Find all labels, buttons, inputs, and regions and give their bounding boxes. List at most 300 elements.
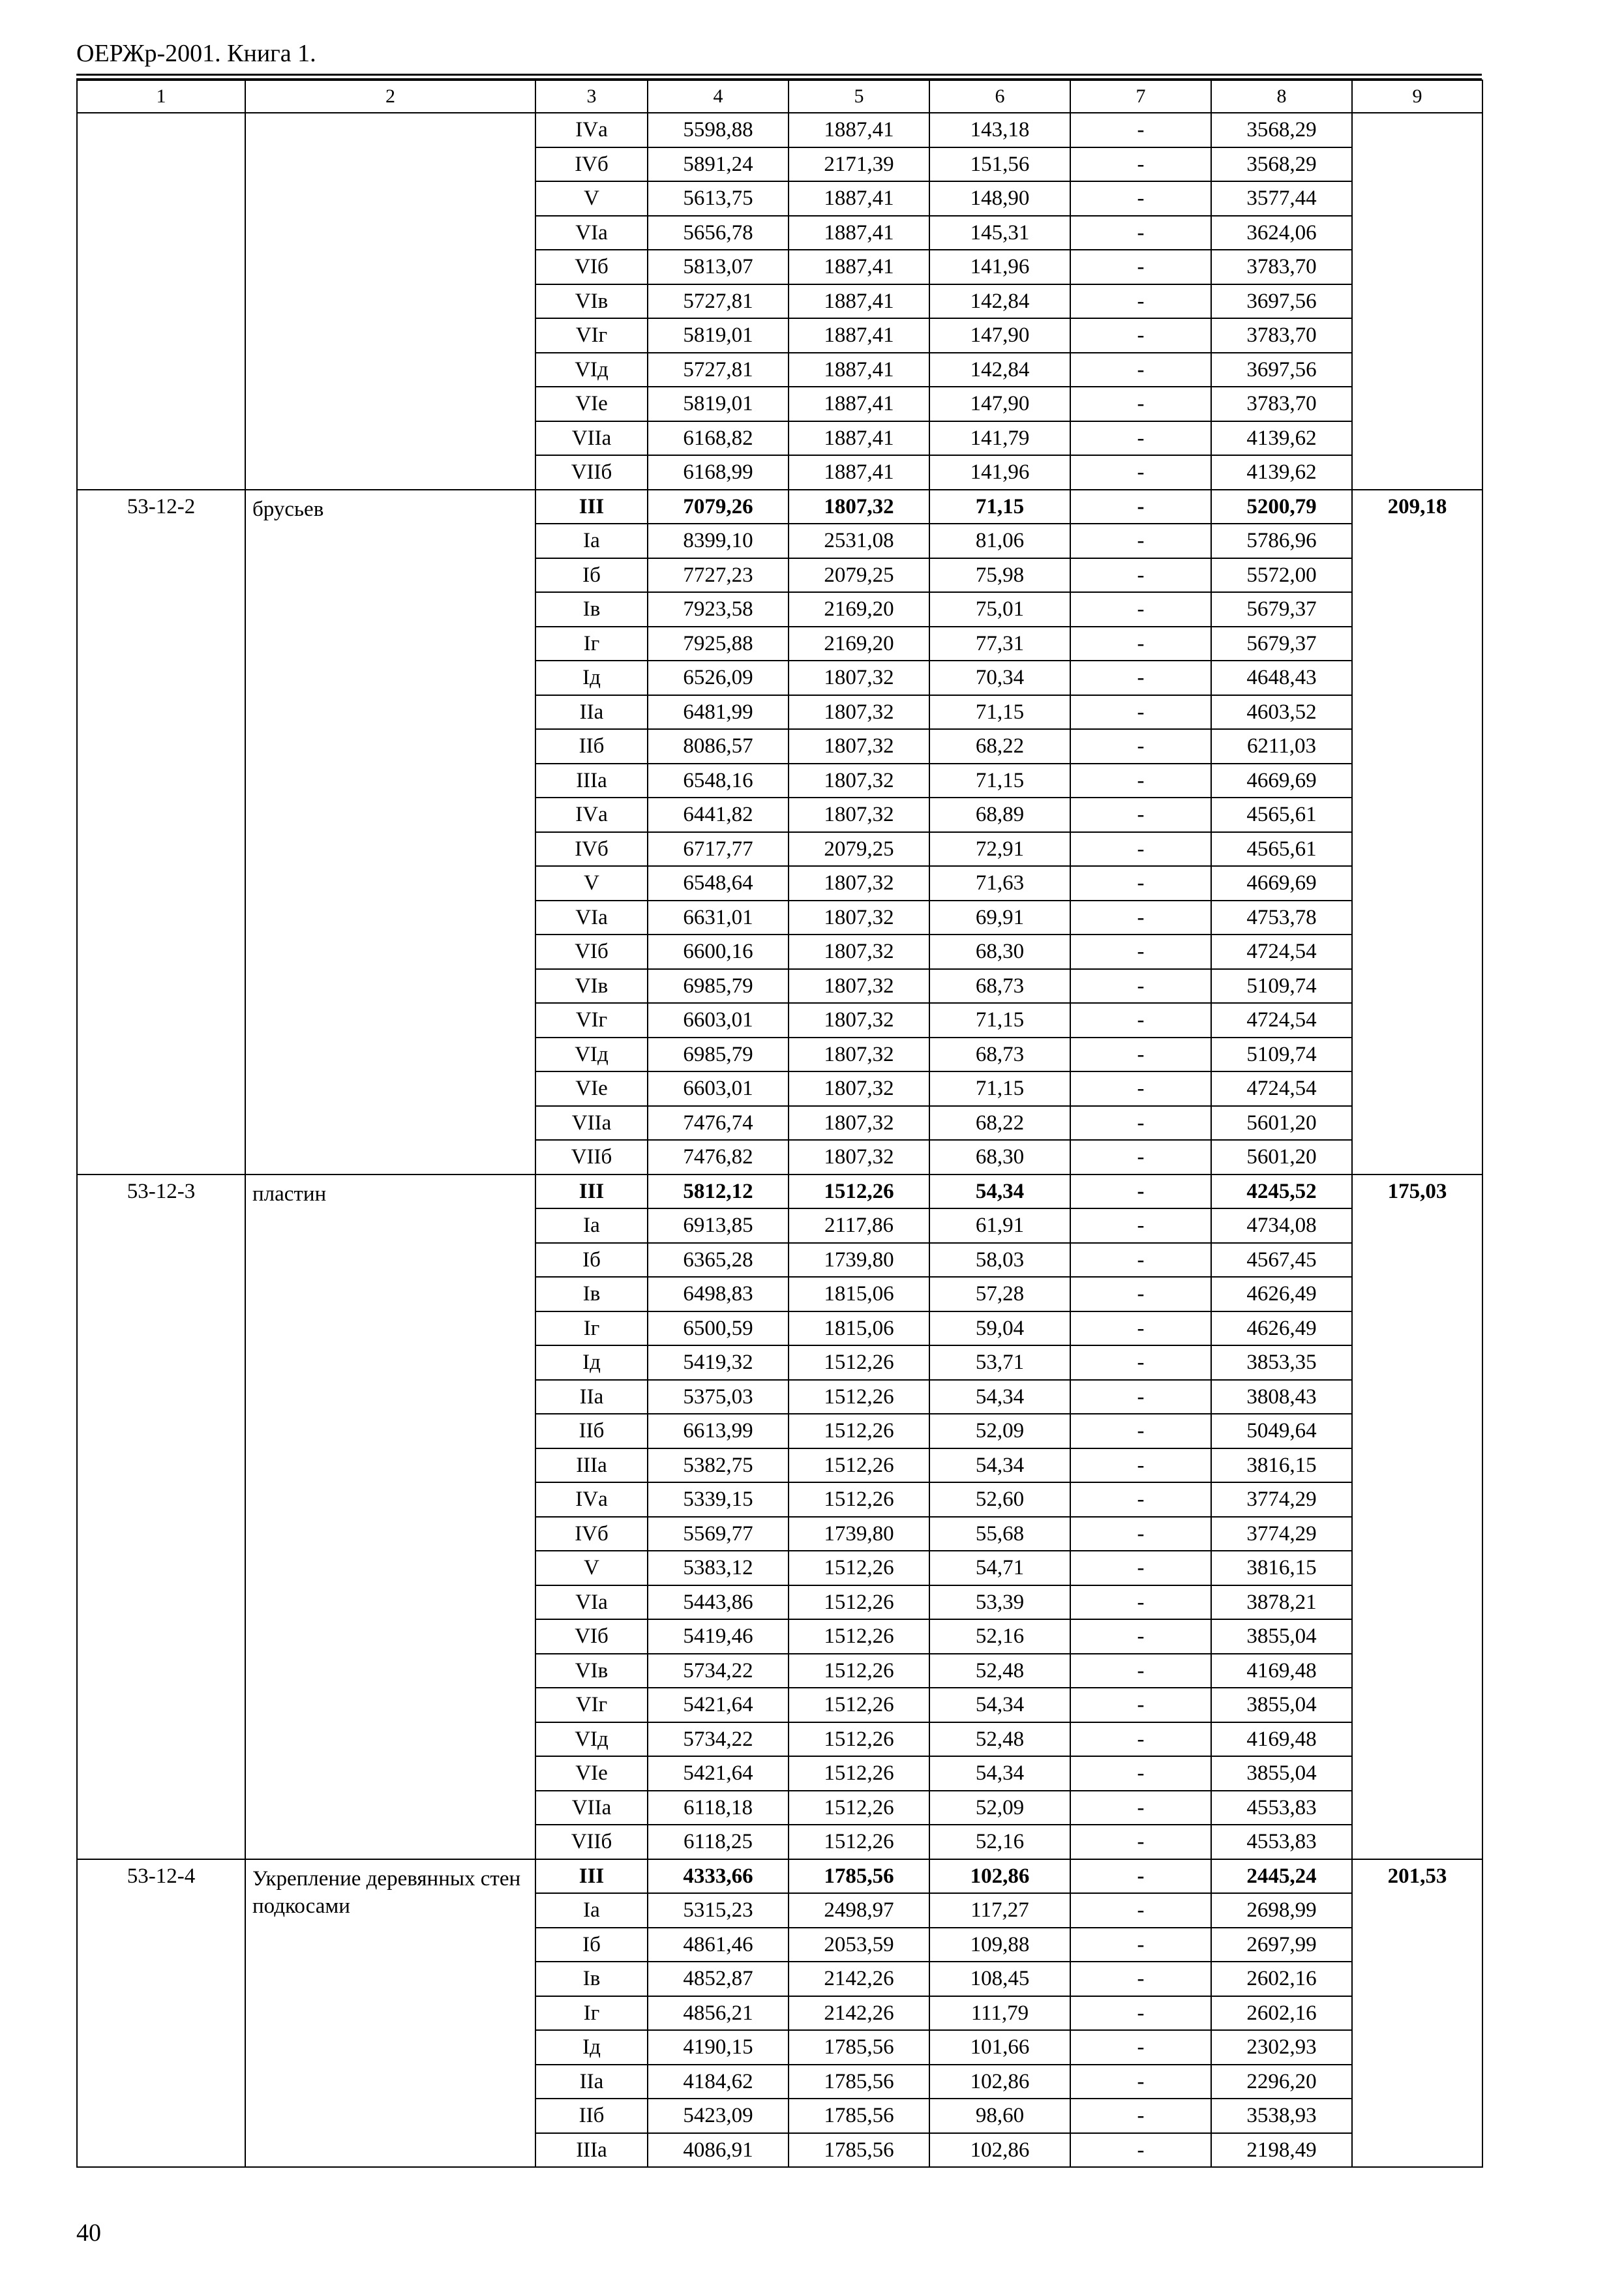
table-cell: 7925,88 [648,627,789,661]
table-cell: Iа [535,524,648,558]
table-cell: 1887,41 [789,250,929,284]
table-cell: 3855,04 [1211,1688,1352,1722]
table-cell: - [1070,1380,1211,1414]
table-cell: 3774,29 [1211,1482,1352,1517]
table-cell: 3568,29 [1211,113,1352,147]
table-cell: 1807,32 [789,1106,929,1141]
table-cell: IIIа [535,764,648,798]
table-cell: 1512,26 [789,1345,929,1380]
table-cell: 3853,35 [1211,1345,1352,1380]
table-cell: - [1070,113,1211,147]
table-cell: 1807,32 [789,1071,929,1106]
table-cell: IIа [535,2065,648,2099]
table-cell: 68,22 [929,729,1070,764]
table-cell: IIб [535,2099,648,2133]
table-cell: 3568,29 [1211,147,1352,182]
table-cell: VIIб [535,1825,648,1859]
table-cell: 52,48 [929,1654,1070,1688]
code-cell: 53-12-2 [77,490,245,1174]
table-cell: - [1070,1311,1211,1346]
table-cell: 2142,26 [789,1996,929,2031]
table-cell: 1512,26 [789,1722,929,1757]
table-cell: 5109,74 [1211,1038,1352,1072]
table-cell: 5200,79 [1211,490,1352,524]
table-cell: VIа [535,901,648,935]
table-cell: 2142,26 [789,1962,929,1996]
table-cell: VIIа [535,421,648,456]
page-number: 40 [76,2219,101,2247]
table-cell: V [535,181,648,216]
table-cell: Iб [535,1928,648,1962]
table-cell: 81,06 [929,524,1070,558]
table-cell: Iд [535,661,648,695]
table-cell: - [1070,353,1211,387]
table-cell: - [1070,1654,1211,1688]
column-number: 8 [1211,80,1352,113]
table-cell: 1512,26 [789,1825,929,1859]
table-cell: 1807,32 [789,969,929,1004]
table-cell: 52,09 [929,1791,1070,1825]
table-cell: - [1070,1448,1211,1483]
table-cell: Iб [535,1243,648,1278]
table-row [77,490,1482,524]
table-cell: 52,16 [929,1619,1070,1654]
column-number: 9 [1352,80,1482,113]
table-cell: 71,63 [929,866,1070,901]
table-cell: V [535,1551,648,1585]
table-cell: 55,68 [929,1517,1070,1551]
table-cell: 1512,26 [789,1551,929,1585]
table-cell: - [1070,490,1211,524]
table-cell: 5419,32 [648,1345,789,1380]
table-cell: 6498,83 [648,1277,789,1311]
table-cell: - [1070,216,1211,250]
table-cell: 111,79 [929,1996,1070,2031]
table-cell: Iв [535,592,648,627]
table-cell: 1887,41 [789,421,929,456]
table-cell: 1512,26 [789,1654,929,1688]
column-number: 4 [648,80,789,113]
table-cell: 6603,01 [648,1071,789,1106]
table-cell: - [1070,1688,1211,1722]
table-cell: 54,34 [929,1756,1070,1791]
table-cell: - [1070,592,1211,627]
table-cell: - [1070,1414,1211,1448]
table-cell: 1887,41 [789,318,929,353]
table-cell: IVа [535,798,648,832]
table-cell: - [1070,181,1211,216]
table-cell: 1512,26 [789,1688,929,1722]
table-cell: 1739,80 [789,1517,929,1551]
table-cell: 68,73 [929,1038,1070,1072]
table-cell: 1512,26 [789,1482,929,1517]
table-cell: 5734,22 [648,1654,789,1688]
table-cell: 2296,20 [1211,2065,1352,2099]
table-cell: 3816,15 [1211,1448,1352,1483]
table-cell: Iг [535,1996,648,2031]
table-cell: 6548,16 [648,764,789,798]
table-cell: IIIа [535,1448,648,1483]
table-cell: 1512,26 [789,1174,929,1209]
table-cell: VIIа [535,1791,648,1825]
table-cell: 1887,41 [789,113,929,147]
table-cell: Iв [535,1962,648,1996]
table-cell: 4553,83 [1211,1791,1352,1825]
table-cell: Iд [535,1345,648,1380]
table-cell: 7923,58 [648,592,789,627]
table-cell: 77,31 [929,627,1070,661]
table-cell: - [1070,627,1211,661]
table-cell: 3697,56 [1211,284,1352,319]
table-cell: VIе [535,387,648,421]
table-cell: IVб [535,832,648,867]
table-cell: 6631,01 [648,901,789,935]
name-cell: Укрепление деревянных стен подкосами [245,1859,535,2168]
table-cell: VIIб [535,1140,648,1174]
table-cell: - [1070,2030,1211,2065]
table-cell: 1785,56 [789,2030,929,2065]
table-cell: - [1070,1928,1211,1962]
table-cell: 1807,32 [789,866,929,901]
table-cell: 5812,12 [648,1174,789,1209]
table-cell: - [1070,1071,1211,1106]
table-cell: 53,71 [929,1345,1070,1380]
total-cell: 209,18 [1352,490,1482,1174]
column-number: 6 [929,80,1070,113]
table-cell: 141,96 [929,455,1070,490]
table-cell: 5572,00 [1211,558,1352,593]
table-cell: 52,48 [929,1722,1070,1757]
table-cell: 3855,04 [1211,1619,1352,1654]
table-cell: 2697,99 [1211,1928,1352,1962]
table-cell: 3783,70 [1211,250,1352,284]
table-cell: 1807,32 [789,1038,929,1072]
table-cell: 54,34 [929,1174,1070,1209]
table-cell: 71,15 [929,764,1070,798]
table-cell: 4856,21 [648,1996,789,2031]
table-cell: 4734,08 [1211,1208,1352,1243]
table-cell: 1785,56 [789,1859,929,1894]
table-cell: 6985,79 [648,969,789,1004]
table-cell: VIIа [535,1106,648,1141]
table-cell: III [535,1859,648,1894]
table-cell: 3538,93 [1211,2099,1352,2133]
table-cell: 5679,37 [1211,592,1352,627]
table-cell: Iв [535,1277,648,1311]
table-cell: 52,60 [929,1482,1070,1517]
table-cell: - [1070,832,1211,867]
table-cell: 7079,26 [648,490,789,524]
table-cell: - [1070,1962,1211,1996]
table-cell: 4565,61 [1211,832,1352,867]
table-cell: 57,28 [929,1277,1070,1311]
table-cell: 2698,99 [1211,1893,1352,1928]
table-cell: 2602,16 [1211,1996,1352,2031]
table-cell: 8086,57 [648,729,789,764]
table-cell: 6481,99 [648,695,789,730]
table-cell: 52,16 [929,1825,1070,1859]
table-cell: 6548,64 [648,866,789,901]
table-cell: 1887,41 [789,387,929,421]
table-cell: 4753,78 [1211,901,1352,935]
table-cell: 1887,41 [789,216,929,250]
table-cell: 1807,32 [789,764,929,798]
table-cell: 143,18 [929,113,1070,147]
table-cell: 151,56 [929,147,1070,182]
table-body [77,80,1482,2167]
table-cell: - [1070,798,1211,832]
table-cell: 6211,03 [1211,729,1352,764]
table-cell: 5339,15 [648,1482,789,1517]
table-cell: Iг [535,627,648,661]
table-cell: - [1070,421,1211,456]
table-cell: - [1070,318,1211,353]
table-cell: - [1070,1996,1211,2031]
table-cell: 102,86 [929,2133,1070,2168]
table-cell: 6365,28 [648,1243,789,1278]
table-cell: 6168,82 [648,421,789,456]
table-cell: 8399,10 [648,524,789,558]
table-cell: VIб [535,1619,648,1654]
table-cell: 6118,25 [648,1825,789,1859]
table-cell: - [1070,558,1211,593]
table-cell: 98,60 [929,2099,1070,2133]
table-cell: VIв [535,1654,648,1688]
table-cell: - [1070,764,1211,798]
table-cell: - [1070,455,1211,490]
table-cell: 1887,41 [789,284,929,319]
table-cell: 5049,64 [1211,1414,1352,1448]
table-cell: 4184,62 [648,2065,789,2099]
table-cell: 1807,32 [789,798,929,832]
table-cell: 2498,97 [789,1893,929,1928]
table-cell: 3816,15 [1211,1551,1352,1585]
table-cell: 75,98 [929,558,1070,593]
table-cell: VIб [535,250,648,284]
table-cell: 6717,77 [648,832,789,867]
table-cell: 7476,74 [648,1106,789,1141]
table-cell: VIг [535,1003,648,1038]
table-cell: 5421,64 [648,1756,789,1791]
table-cell: 6168,99 [648,455,789,490]
table-cell: 1512,26 [789,1756,929,1791]
code-cell: 53-12-4 [77,1859,245,2168]
table-cell: 5613,75 [648,181,789,216]
table-cell: 1815,06 [789,1277,929,1311]
table-cell: IVб [535,1517,648,1551]
column-number: 3 [535,80,648,113]
table-cell: 58,03 [929,1243,1070,1278]
table-cell: 3808,43 [1211,1380,1352,1414]
table-cell: 71,15 [929,1003,1070,1038]
table-cell: VIа [535,1585,648,1620]
table-cell: 147,90 [929,318,1070,353]
table-cell: - [1070,1106,1211,1141]
table-cell: IIа [535,1380,648,1414]
table-cell: 2531,08 [789,524,929,558]
table-cell: 2602,16 [1211,1962,1352,1996]
table-cell: 5375,03 [648,1380,789,1414]
table-cell: 68,73 [929,969,1070,1004]
table-cell: 2302,93 [1211,2030,1352,2065]
table-cell: 5656,78 [648,216,789,250]
code-cell [77,113,245,490]
table-cell: 5727,81 [648,284,789,319]
table-cell: 4139,62 [1211,455,1352,490]
table-cell: - [1070,1345,1211,1380]
table-cell: IVа [535,1482,648,1517]
table-cell: 117,27 [929,1893,1070,1928]
table-cell: - [1070,901,1211,935]
table-cell: 5891,24 [648,147,789,182]
table-cell: 4553,83 [1211,1825,1352,1859]
table-row [77,1859,1482,1894]
table-cell: 54,71 [929,1551,1070,1585]
table-cell: 5421,64 [648,1688,789,1722]
table-cell: 3624,06 [1211,216,1352,250]
table-cell: - [1070,1585,1211,1620]
table-cell: 54,34 [929,1380,1070,1414]
table-cell: VIг [535,1688,648,1722]
table-cell: - [1070,729,1211,764]
table-cell: 1512,26 [789,1380,929,1414]
table-cell: 4669,69 [1211,764,1352,798]
table-cell: 4245,52 [1211,1174,1352,1209]
table-cell: 2053,59 [789,1928,929,1962]
table-cell: 6500,59 [648,1311,789,1346]
table-cell: - [1070,2065,1211,2099]
table-cell: 71,15 [929,695,1070,730]
table-cell: 4724,54 [1211,1071,1352,1106]
table-cell: 5819,01 [648,387,789,421]
table-cell: IVа [535,113,648,147]
table-cell: 1887,41 [789,353,929,387]
table-cell: 5382,75 [648,1448,789,1483]
table-cell: - [1070,1517,1211,1551]
table-cell: 101,66 [929,2030,1070,2065]
table-cell: 1807,32 [789,729,929,764]
table-cell: 142,84 [929,353,1070,387]
table-cell: 4724,54 [1211,1003,1352,1038]
table-cell: 1807,32 [789,1140,929,1174]
table-cell: 4626,49 [1211,1311,1352,1346]
table-cell: 1887,41 [789,455,929,490]
table-cell: - [1070,1756,1211,1791]
column-number: 2 [245,80,535,113]
table-cell: 3774,29 [1211,1517,1352,1551]
table-cell: 5419,46 [648,1619,789,1654]
table-cell: 7476,82 [648,1140,789,1174]
table-cell: 4603,52 [1211,695,1352,730]
table-cell: - [1070,2133,1211,2168]
table-cell: 1785,56 [789,2133,929,2168]
table-cell: - [1070,147,1211,182]
table-cell: 53,39 [929,1585,1070,1620]
table-cell: 2198,49 [1211,2133,1352,2168]
table-row [77,1174,1482,1209]
table-cell: Iг [535,1311,648,1346]
table-cell: 2169,20 [789,592,929,627]
header-rule [76,74,1482,76]
table-cell: 54,34 [929,1688,1070,1722]
table-cell: - [1070,1551,1211,1585]
table-cell: 145,31 [929,216,1070,250]
table-cell: 52,09 [929,1414,1070,1448]
table-cell: 71,15 [929,490,1070,524]
table-cell: 72,91 [929,832,1070,867]
column-number: 1 [77,80,245,113]
table-cell: 3878,21 [1211,1585,1352,1620]
table-cell: 5679,37 [1211,627,1352,661]
table-cell: III [535,490,648,524]
name-cell [245,113,535,490]
table-cell: 1815,06 [789,1311,929,1346]
code-cell: 53-12-3 [77,1174,245,1859]
table-cell: 4861,46 [648,1928,789,1962]
table-cell: VIб [535,935,648,969]
table-cell: VIд [535,1038,648,1072]
table-cell: 3577,44 [1211,181,1352,216]
table-cell: V [535,866,648,901]
table-cell: 4852,87 [648,1962,789,1996]
table-cell: 4190,15 [648,2030,789,2065]
table-cell: VIе [535,1756,648,1791]
table-cell: - [1070,1791,1211,1825]
table-cell: 4139,62 [1211,421,1352,456]
table-cell: 6526,09 [648,661,789,695]
table-cell: 5813,07 [648,250,789,284]
table-cell: 4724,54 [1211,935,1352,969]
table-cell: 5569,77 [648,1517,789,1551]
table-cell: - [1070,969,1211,1004]
name-cell: брусьев [245,490,535,1174]
table-cell: 147,90 [929,387,1070,421]
table-cell: - [1070,1140,1211,1174]
table-cell: 6441,82 [648,798,789,832]
column-number: 5 [789,80,929,113]
name-cell: пластин [245,1174,535,1859]
table-cell: Iб [535,558,648,593]
table-cell: 3855,04 [1211,1756,1352,1791]
table-cell: 109,88 [929,1928,1070,1962]
table-cell: 54,34 [929,1448,1070,1483]
table-cell: 5383,12 [648,1551,789,1585]
table-cell: - [1070,1277,1211,1311]
total-cell: 201,53 [1352,1859,1482,2168]
table-cell: 69,91 [929,901,1070,935]
table-cell: 1807,32 [789,695,929,730]
page-header: ОЕРЖр-2001. Книга 1. [76,40,316,67]
table-cell: 4669,69 [1211,866,1352,901]
table-cell: 5734,22 [648,1722,789,1757]
total-cell: 175,03 [1352,1174,1482,1859]
table-cell: 1807,32 [789,490,929,524]
table-cell: - [1070,1038,1211,1072]
table-cell: 68,22 [929,1106,1070,1141]
table-cell: 4567,45 [1211,1243,1352,1278]
table-cell: IIб [535,1414,648,1448]
table-cell: 59,04 [929,1311,1070,1346]
table-cell: 70,34 [929,661,1070,695]
table-cell: 5727,81 [648,353,789,387]
table-cell: 2171,39 [789,147,929,182]
table-cell: 3783,70 [1211,387,1352,421]
table-cell: 102,86 [929,1859,1070,1894]
table-cell: - [1070,1893,1211,1928]
table-cell: 6603,01 [648,1003,789,1038]
table-cell: VIIб [535,455,648,490]
table-cell: 68,30 [929,1140,1070,1174]
